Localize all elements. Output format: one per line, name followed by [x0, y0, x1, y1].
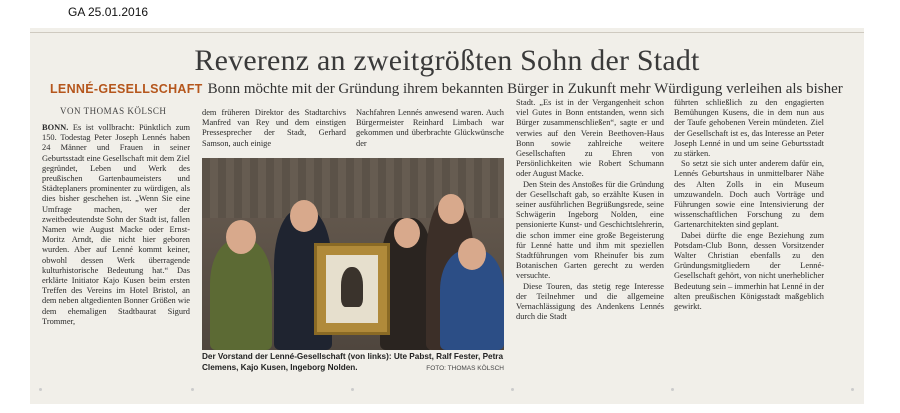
column-5 [674, 98, 824, 398]
edge-mark [191, 388, 194, 391]
portrait-canvas [326, 255, 378, 323]
paragraph: So setzt sie sich unter anderem dafür ein, Lennés Geburtshaus in unmittelbarer Nähe des Alten Zolls in ein Museum umzuwandeln. Doch auch Vorträge und Führungen sowie eine Intensivierung der wissenschaftlichen Forschung zu dem Gartenarchitekten sind geplant. [674, 159, 824, 230]
edge-mark [39, 388, 42, 391]
paragraph: Dabei dürfte die enge Beziehung zum Potsdam-Club Bonn, dessen Vorsitzender Walter Christian ebenfalls zu den Gründungsmitgliedern der Lenné-Gesellschaft gehört, von nicht unerheblicher Bedeutung sein – immerhin hat Lenné in der alten preußischen Königsstadt maßgeblich gewirkt. [674, 230, 824, 312]
edge-mark [351, 388, 354, 391]
paragraph: Nachfahren Lennés anwesend waren. Auch Bürgermeister Reinhard Limbach war gekommen und überbrachte Glückwünsche der [356, 108, 504, 148]
photo-credit: FOTO: THOMAS KÖLSCH [426, 364, 504, 372]
dateline: BONN. [42, 123, 69, 132]
person-head [290, 200, 318, 232]
column-4 [516, 98, 664, 398]
group-photo [202, 158, 504, 350]
edge-mark [671, 388, 674, 391]
edge-mark [851, 388, 854, 391]
person-head [394, 218, 420, 248]
column-3 [356, 108, 504, 150]
paragraph: Stadt. „Es ist in der Vergangenheit schon viel Gutes in Bonn entstanden, wenn sich Bürger zusammenschließen“, sagte er und verwies auf den Verein Beethoven-Haus Bonn sowie zahlreiche weitere Gesellschaften zu Ehren von Persönlichkeiten wie Robert Schumann oder August Macke. [516, 98, 664, 179]
caption-text: Der Vorstand der Lenné-Gesellschaft (von links): Ute Pabst, Ralf Fester, Petra Clemens, Kajo Kusen, Ingeborg Nolden. [202, 352, 504, 372]
byline: VON THOMAS KÖLSCH [60, 106, 167, 116]
person-head [458, 238, 486, 270]
paragraph [42, 123, 190, 327]
subheadline: Bonn möchte mit der Gründung ihrem bekannten Bürger in Zukunft mehr Würdigung verleihen als bisher [207, 81, 843, 97]
portrait-figure [341, 267, 363, 307]
paragraph: dem früheren Direktor des Stadtarchivs Manfred van Rey und dem einstigen Pressesprecher der Stadt, Gerhard Samson, auch einige [202, 108, 346, 148]
date-stamp: GA 25.01.2016 [68, 5, 149, 19]
paragraph: führten schließlich zu den engagierten Bemühungen Kusens, die in dem nun aus der Taufe gehobenen Verein mündeten. Ziel der Gesellschaft ist es, das Interesse an Peter Joseph Lenné in und um seine Geburtsstadt zu stärken. [674, 98, 824, 159]
paragraph: Den Stein des Anstoßes für die Gründung der Gesellschaft gab, so erzählte Kusen in seiner ausführlichen Begrüßungsrede, seine Schwägerin Ingeborg Nolden, eine pensionierte Kunst- und Geschichtslehrerin, die schon immer eine große Begeisterung für Lenné hatte und ihm mit speziellen Stadtführungen vom Rheinufer bis zum Botanischen Garten gerecht zu werden versuchte. [516, 179, 664, 281]
column-2 [202, 108, 346, 150]
newspaper-clipping [30, 28, 864, 404]
edge-mark [511, 388, 514, 391]
paragraph-text: Es ist vollbracht: Pünktlich zum 150. Todestag Peter Joseph Lennés haben 24 Männer und Frauen in seiner Geburtsstadt eine Gesellschaft mit dem Ziel gegründet, Leben und Werk des preußischen Gartenbaumeisters und Städteplaners prominenter zu würdigen, als dies bisher geschehen ist. „Wenn Sie eine Umfrage machen, wer der zweitbedeutendste Sohn der Stadt ist, fallen Namen wie August Macke oder Ernst-Moritz Arndt, die nicht hier geboren wurden. Aber auf Lenné kommt keiner, obwohl dessen Werk überragende kulturhistorische Bedeutung hat.“ Das erklärte Initiator Kajo Kusen beim ersten Treffen des Vereins im Hotel Bristol, an dem neben altgedienten Bonner Größen wie dem ehemaligen Stadtbaurat Sigurd Trommer, [42, 123, 190, 326]
subheadline-row [50, 81, 843, 98]
person-head [226, 220, 256, 254]
bottom-edge-marks [31, 384, 865, 404]
person-figure [210, 240, 272, 350]
kicker: LENNÉ-GESELLSCHAFT [50, 82, 203, 96]
paragraph: Diese Touren, das stetig rege Interesse der Teilnehmer und die allgemeine Vernachlässigung des Andenkens Lennés durch die Stadt [516, 281, 664, 322]
headline: Reverenz an zweitgrößten Sohn der Stadt [194, 44, 700, 77]
person-head [438, 194, 464, 224]
framed-portrait [314, 243, 390, 335]
top-rule [30, 32, 864, 33]
column-1 [42, 123, 190, 403]
photo-caption [202, 352, 504, 374]
